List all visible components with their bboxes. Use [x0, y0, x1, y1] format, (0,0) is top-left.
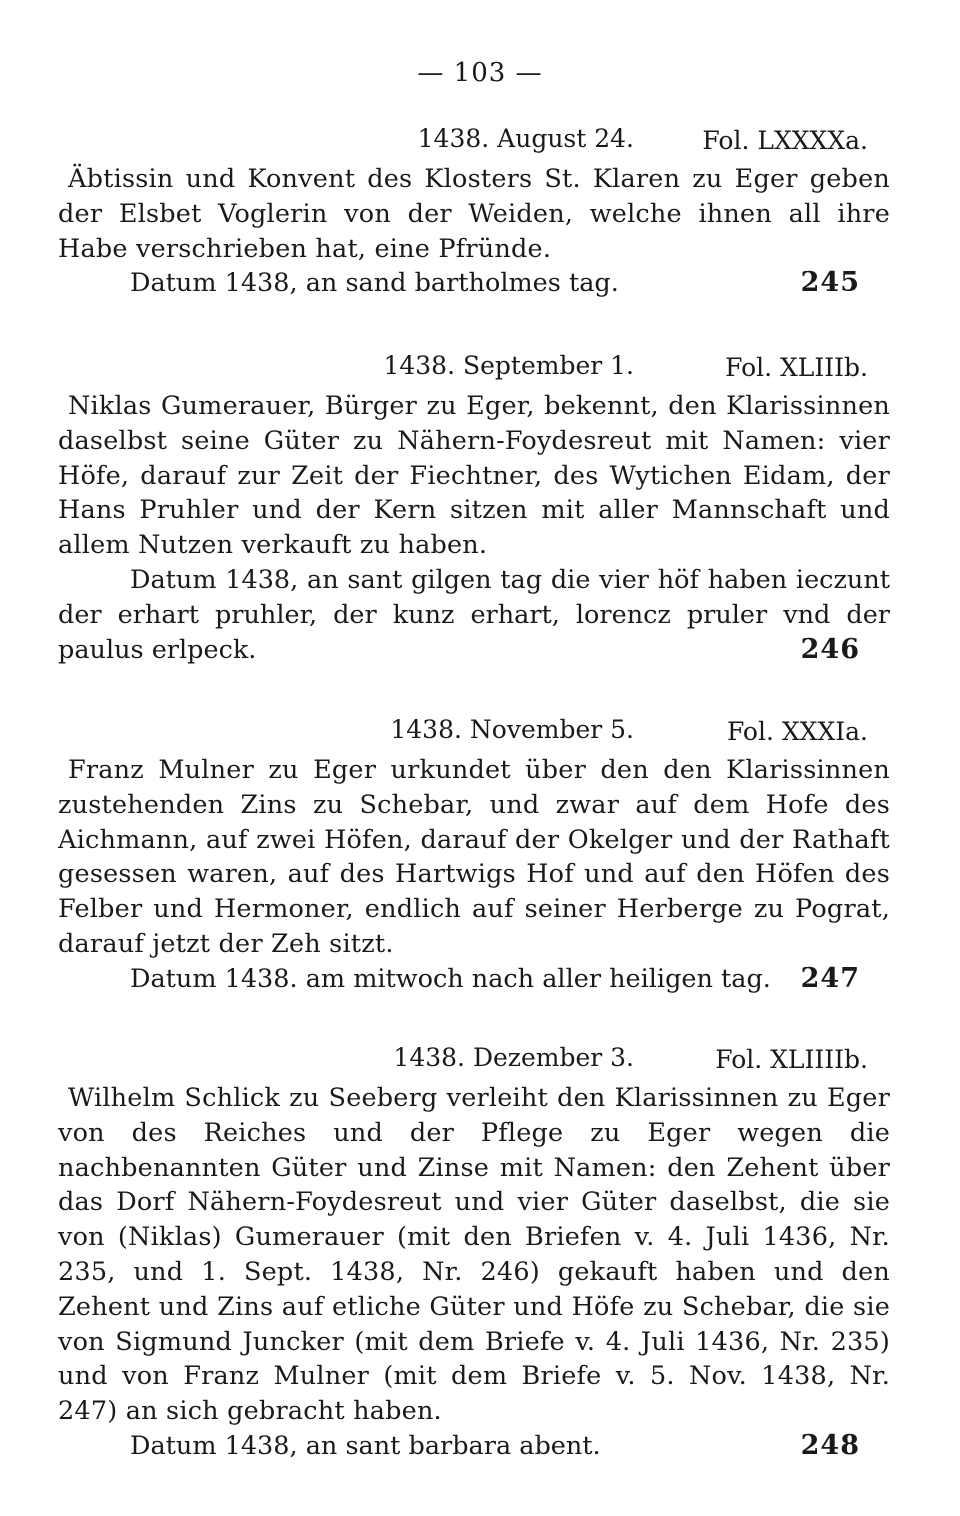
- entry-datum-text: Datum 1438. am mitwoch nach aller heiligen tag.: [130, 963, 771, 994]
- entry-folio: Fol. XLIIIb.: [725, 353, 868, 382]
- regest-entry: [58, 351, 890, 667]
- entry-datum: [58, 563, 890, 667]
- entry-date: 1438. November 5.: [390, 715, 634, 744]
- entry-folio: Fol. XXXIa.: [726, 717, 868, 746]
- entry-datum-text: Datum 1438, an sant barbara abent.: [130, 1430, 601, 1461]
- entry-number: 245: [800, 267, 860, 299]
- entry-datum: [58, 1429, 890, 1464]
- entry-summary: Wilhelm Schlick zu Seeberg verleiht den Klarissinnen zu Eger von des Reiches und der Pflege zu Eger wegen die nachbenannten Güter und Zinse mit Namen: den Zehent über das Dorf Nähern-Foydesreut und vier Güter daselbst, die sie von (Niklas) Gumerauer (mit den Briefen v. 4. Juli 1436, Nr. 235, und 1. Sept. 1438, Nr. 246) gekauft haben und den Zehent und Zins auf etliche Güter und Höfe zu Schebar, die sie von Sigmund Juncker (mit dem Briefe v. 4. Juli 1436, Nr. 235) und von Franz Mulner (mit dem Briefe v. 5. Nov. 1438, Nr. 247) an sich gebracht haben.: [58, 1083, 890, 1427]
- entry-folio: Fol. LXXXXa.: [702, 126, 868, 155]
- entry-heading: [58, 351, 890, 389]
- entry-folio: Fol. XLIIIIb.: [715, 1045, 868, 1074]
- entry-summary: Niklas Gumerauer, Bürger zu Eger, bekennt, den Klarissinnen daselbst seine Güter zu Nähern-Foydesreut mit Namen: vier Höfe, darauf zur Zeit der Fiechtner, des Wytichen Eidam, der Hans Pruhler und der Kern sitzen mit aller Mannschaft und allem Nutzen verkauft zu haben.: [58, 391, 890, 561]
- entry-datum-text: Datum 1438, an sand bartholmes tag.: [130, 268, 619, 299]
- entry-date: 1438. September 1.: [383, 351, 634, 380]
- regest-entry: [58, 715, 890, 997]
- entry-datum-text: Datum 1438, an sant gilgen tag die vier höf haben ieczunt der erhart pruhler, der kunz erhart, lorencz pruler vnd der paulus erlpeck.: [58, 564, 890, 665]
- entry-heading: [58, 1043, 890, 1081]
- regest-entry: [58, 1043, 890, 1464]
- entry-datum: [58, 266, 890, 301]
- entry-number: 247: [800, 962, 860, 994]
- entry-date: 1438. August 24.: [417, 124, 634, 153]
- entry-number: 246: [800, 633, 860, 665]
- entry-number: 248: [800, 1429, 860, 1461]
- entry-datum: [58, 962, 890, 997]
- page-number: — 103 —: [417, 58, 543, 88]
- entry-summary: Äbtissin und Konvent des Klosters St. Klaren zu Eger geben der Elsbet Voglerin von der Weiden, welche ihnen all ihre Habe verschrieben hat, eine Pfründe.: [58, 164, 890, 264]
- entry-heading: [58, 124, 890, 162]
- regest-entry: [58, 124, 890, 301]
- entry-summary: Franz Mulner zu Eger urkundet über den den Klarissinnen zustehenden Zins zu Schebar, und zwar auf dem Hofe des Aichmann, auf zwei Höfen, darauf der Okelger und der Rathaft gesessen waren, auf des Hartwigs Hof und auf den Höfen des Felber und Hermoner, endlich auf seiner Herberge zu Pograt, darauf jetzt der Zeh sitzt.: [58, 755, 890, 959]
- entry-heading: [58, 715, 890, 753]
- entry-date: 1438. Dezember 3.: [393, 1043, 634, 1072]
